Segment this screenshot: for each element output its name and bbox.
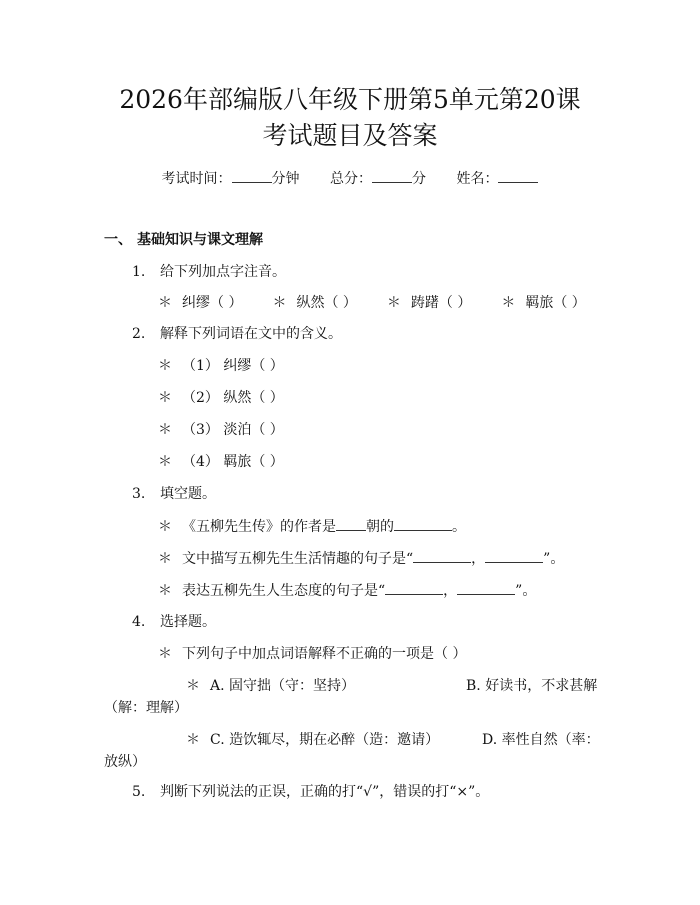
student-name-label: 姓名： (456, 171, 499, 187)
question-2 (132, 324, 342, 344)
bullet-icon: ＊ (158, 422, 172, 438)
student-name-blank[interactable] (498, 168, 538, 183)
exam-time-field (162, 168, 300, 189)
question-text: 选择题。 (160, 614, 216, 630)
exam-time-label: 考试时间： (161, 171, 232, 187)
total-score-unit: 分 (412, 171, 426, 187)
bullet-icon: ＊ (158, 454, 172, 470)
choice-option-c: ＊ C. 造饮辄尽，期在必醉（造：邀请） (186, 732, 440, 748)
total-score-label: 总分： (330, 171, 372, 187)
choice-option-d: D. 率性自然（率： (482, 732, 600, 748)
page-title-line2: 考试题目及答案 (262, 121, 438, 150)
question-4 (132, 612, 216, 632)
answer-blank[interactable] (336, 516, 366, 531)
choice-option-d-continued: 放纵） (104, 754, 146, 770)
section-number: 一、 (104, 232, 132, 248)
question-text: 填空题。 (160, 486, 216, 502)
list-item: ＊ 纵然（ ） (272, 295, 357, 311)
list-item: ＊ （1） 纠缪（ ） (158, 358, 284, 374)
bullet-icon: ＊ (158, 295, 172, 311)
bullet-icon: ＊ (158, 551, 172, 567)
bullet-icon: ＊ (158, 646, 172, 662)
answer-blank[interactable] (394, 516, 452, 531)
question-number: 2. (132, 326, 146, 342)
choice-option-b-continued: （解：理解） (104, 700, 188, 716)
bullet-icon: ＊ (158, 583, 172, 599)
total-score-field (330, 168, 426, 189)
bullet-icon: ＊ (272, 295, 287, 311)
question-number: 1. (132, 264, 146, 280)
answer-blank[interactable] (413, 548, 471, 563)
question-3 (132, 484, 216, 504)
fill-in-item-3: ＊ 表达五柳先生人生态度的句子是“ ， ”。 (158, 580, 536, 601)
question-1-items (158, 293, 586, 313)
question-number: 3. (132, 486, 146, 502)
bullet-icon: ＊ (501, 295, 516, 311)
list-item: ＊ （3） 淡泊（ ） (158, 422, 284, 438)
question-number: 4. (132, 614, 146, 630)
exam-info-row (0, 168, 700, 189)
page-title-line1: 2026年部编版八年级下册第5单元第20课 (119, 85, 581, 114)
answer-blank[interactable] (385, 580, 443, 595)
question-text: 解释下列词语在文中的含义。 (160, 326, 342, 342)
bullet-icon: ＊ (386, 295, 401, 311)
bullet-icon: ＊ (158, 358, 172, 374)
question-1 (132, 262, 286, 282)
bullet-icon: ＊ (158, 390, 172, 406)
choice-option-b: B. 好读书，不求甚解 (466, 678, 598, 694)
exam-time-unit: 分钟 (271, 171, 300, 187)
bullet-icon: ＊ (158, 519, 172, 535)
choice-stem: ＊ 下列句子中加点词语解释不正确的一项是（ ） (158, 646, 467, 662)
list-item: ＊ （2） 纵然（ ） (158, 390, 284, 406)
list-item: ＊ 踌躇（ ） (386, 295, 472, 311)
question-number: 5. (132, 784, 146, 800)
student-name-field (456, 168, 538, 189)
answer-blank[interactable] (485, 548, 543, 563)
question-5 (132, 782, 489, 802)
list-item: ＊ （4） 羁旅（ ） (158, 454, 284, 470)
question-text: 给下列加点字注音。 (160, 264, 286, 280)
fill-in-item-1: ＊ 《五柳先生传》的作者是 朝的 。 (158, 516, 466, 537)
section-heading (104, 230, 263, 250)
answer-blank[interactable] (457, 580, 515, 595)
bullet-icon: ＊ (186, 732, 200, 748)
total-score-blank[interactable] (372, 168, 412, 183)
list-item: ＊ 羁旅（ ） (501, 295, 586, 311)
question-text: 判断下列说法的正误，正确的打“√”，错误的打“×”。 (160, 784, 490, 800)
exam-time-blank[interactable] (232, 168, 272, 183)
fill-in-item-2: ＊ 文中描写五柳先生生活情趣的句子是“ ， ”。 (158, 548, 564, 569)
section-title: 基础知识与课文理解 (137, 232, 263, 248)
list-item: ＊ 纠缪（ ） (158, 295, 243, 311)
bullet-icon: ＊ (186, 678, 200, 694)
choice-option-a: ＊ A. 固守拙（守：坚持） (186, 678, 356, 694)
